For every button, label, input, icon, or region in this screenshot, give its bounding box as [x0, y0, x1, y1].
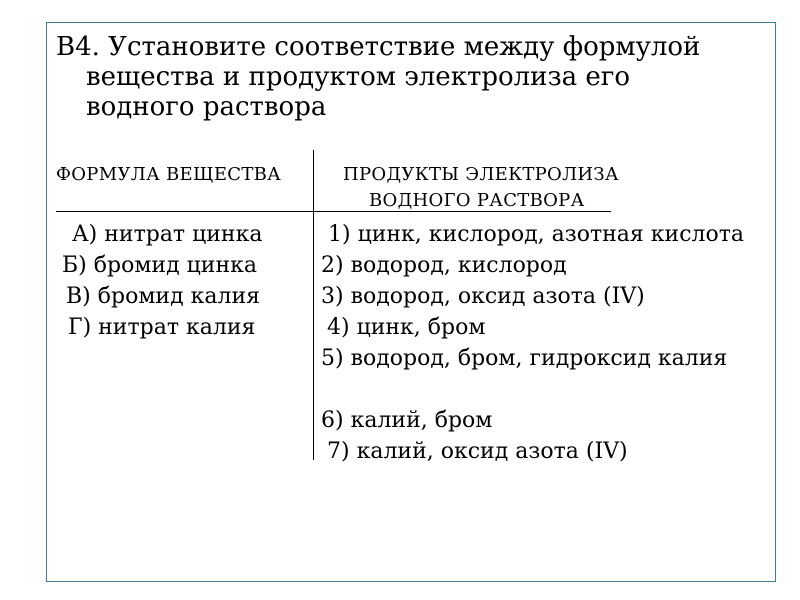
task-title-line-2: вещества и продуктом электролиза его [86, 62, 631, 92]
product-item-4: 4) цинк, бром [327, 315, 486, 340]
product-item-5: 5) водород, бром, гидроксид калия [321, 346, 728, 371]
left-column-header: ФОРМУЛА ВЕЩЕСТВА [56, 164, 282, 185]
substance-item-b: Б) бромид цинка [62, 253, 257, 278]
header-divider-line [56, 211, 611, 212]
substance-item-g: Г) нитрат калия [68, 315, 256, 340]
task-title-line-1: В4. Установите соответствие между формулой [56, 32, 701, 62]
task-title-line-3: водного раствора [86, 92, 327, 122]
product-item-6: 6) калий, бром [321, 408, 493, 433]
right-column-header-line-2: ВОДНОГО РАСТВОРА [369, 190, 585, 211]
right-column-header-line-1: ПРОДУКТЫ ЭЛЕКТРОЛИЗА [343, 164, 619, 185]
product-item-7: 7) калий, оксид азота (IV) [327, 439, 628, 464]
substance-item-v: В) бромид калия [66, 284, 261, 309]
task-title [56, 32, 766, 122]
product-item-3: 3) водород, оксид азота (IV) [321, 284, 645, 309]
product-item-1: 1) цинк, кислород, азотная кислота [328, 222, 745, 247]
product-item-2: 2) водород, кислород [321, 253, 567, 278]
column-divider-line [313, 150, 314, 460]
substance-item-a: А) нитрат цинка [72, 222, 263, 247]
